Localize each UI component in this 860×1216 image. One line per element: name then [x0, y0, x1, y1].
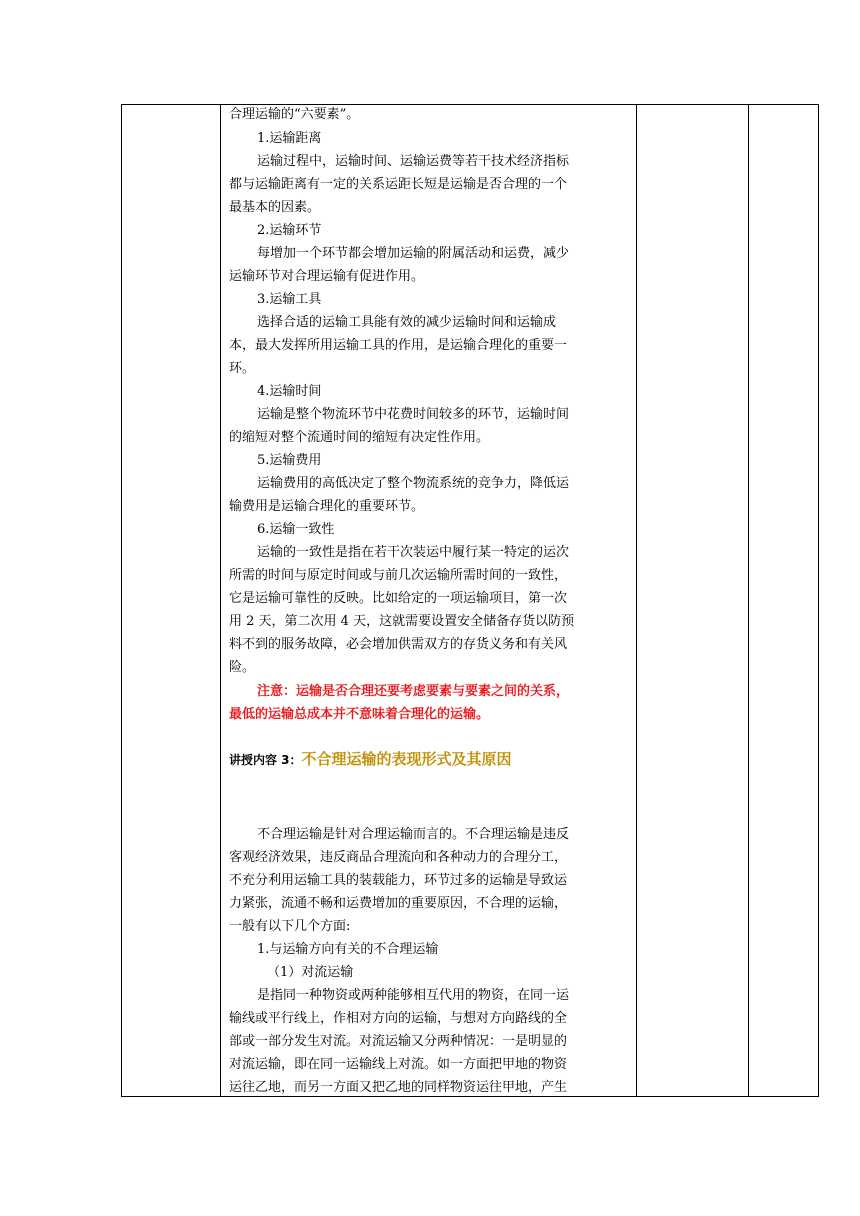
text-line: 不充分利用运输工具的装载能力，环节过多的运输是导致运 [229, 873, 568, 888]
text-line: 一般有以下几个方面: [229, 919, 351, 934]
item-heading: 1.运输距离 [257, 131, 322, 146]
section-header [229, 745, 512, 775]
note-line: 注意：运输是否合理还要考虑要素与要素之间的关系， [257, 684, 570, 699]
text-line: 都与运输距离有一定的关系运距长短是运输是否合理的一个 [229, 177, 568, 192]
text-line: 运输过程中，运输时间、运输运费等若干技术经济指标 [257, 154, 570, 169]
text-line: 最基本的因素。 [229, 200, 321, 215]
text-line: 环。 [229, 361, 256, 376]
column-divider [748, 105, 749, 1096]
text-line: 不合理运输是针对合理运输而言的。不合理运输是违反 [257, 827, 570, 842]
sub-item-heading: （1）对流运输 [267, 965, 354, 980]
note-line: 最低的运输总成本并不意味着合理化的运输。 [229, 707, 490, 722]
text-line: 运输费用的高低决定了整个物流系统的竞争力，降低运 [257, 476, 570, 491]
text-line: 每增加一个环节都会增加运输的附属活动和运费，减少 [257, 246, 570, 261]
text-line: 运输是整个物流环节中花费时间较多的环节，运输时间 [257, 407, 570, 422]
text-line: 险。 [229, 660, 256, 675]
text-line: 运输的一致性是指在若干次装运中履行某一特定的运次 [257, 545, 570, 560]
text-line: 部或一部分发生对流。对流运输又分两种情况：一是明显的 [229, 1034, 568, 1049]
text-line: 对流运输，即在同一运输线上对流。如一方面把甲地的物资 [229, 1057, 568, 1072]
item-heading: 4.运输时间 [257, 384, 322, 399]
text-line: 它是运输可靠性的反映。比如给定的一项运输项目，第一次 [229, 591, 568, 606]
section-label: 讲授内容 3： [229, 753, 302, 767]
item-heading: 5.运输费用 [257, 453, 322, 468]
text-line: 客观经济效果，违反商品合理流向和各种动力的合理分工， [229, 850, 568, 865]
text-line: 料不到的服务故障，必会增加供需双方的存货义务和有关风 [229, 637, 568, 652]
text-line: 合理运输的“六要素”。 [229, 107, 360, 122]
text-line: 所需的时间与原定时间或与前几次运输所需时间的一致性， [229, 568, 568, 583]
text-line: 输费用是运输合理化的重要环节。 [229, 499, 425, 514]
text-line: 用 2 天，第二次用 4 天，这就需要设置安全储备存货以防预 [229, 614, 575, 629]
lesson-content-cell [229, 104, 634, 1094]
text-line: 输线或平行线上，作相对方向的运输，与想对方向路线的全 [229, 1011, 568, 1026]
item-heading: 3.运输工具 [257, 292, 322, 307]
text-line: 是指同一种物资或两种能够相互代用的物资，在同一运 [257, 988, 570, 1003]
text-line: 力紧张，流通不畅和运费增加的重要原因，不合理的运输， [229, 896, 568, 911]
item-heading: 6.运输一致性 [257, 522, 335, 537]
column-divider [220, 105, 221, 1096]
text-line: 的缩短对整个流通时间的缩短有决定性作用。 [229, 430, 490, 445]
column-divider [636, 105, 637, 1096]
text-line: 运输环节对合理运输有促进作用。 [229, 269, 425, 284]
item-heading: 1.与运输方向有关的不合理运输 [257, 942, 439, 957]
text-line: 本，最大发挥所用运输工具的作用，是运输合理化的重要一 [229, 338, 568, 353]
section-title: 不合理运输的表现形式及其原因 [301, 750, 512, 768]
item-heading: 2.运输环节 [257, 223, 322, 238]
text-line: 运往乙地，而另一方面又把乙地的同样物资运往甲地，产生 [229, 1080, 568, 1094]
text-line: 选择合适的运输工具能有效的减少运输时间和运输成 [257, 315, 557, 330]
